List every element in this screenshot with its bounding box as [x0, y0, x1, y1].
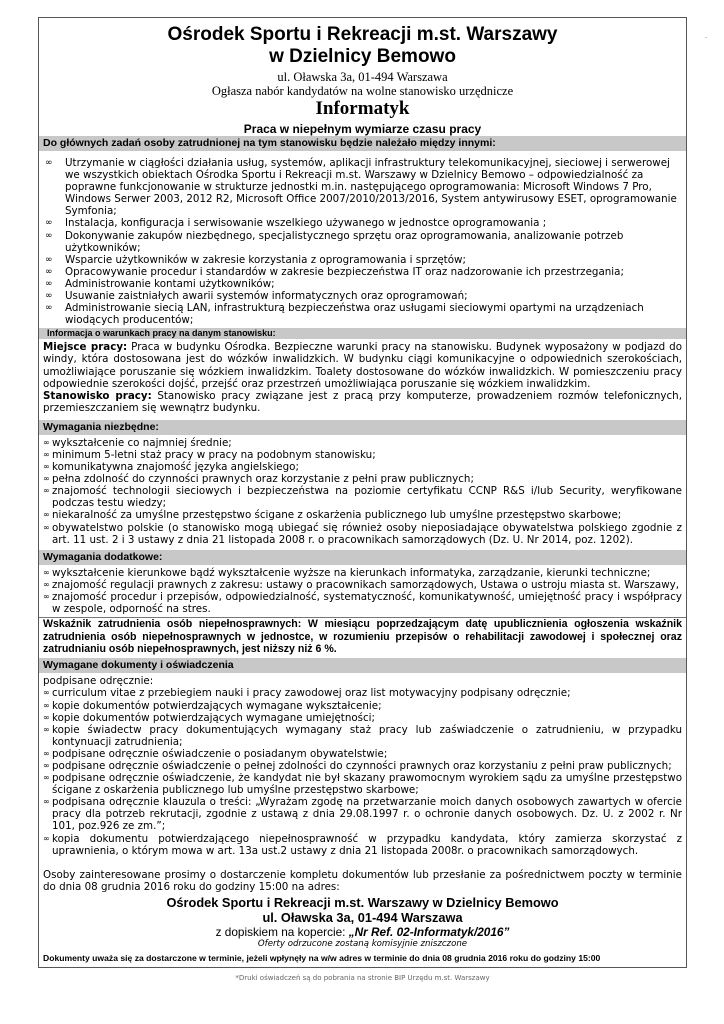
envelope-note [39, 925, 686, 939]
bullet-icon: ∞ [43, 688, 50, 698]
list-item-text: komunikatywna znajomość języka angielskiego; [52, 461, 299, 474]
required-list [43, 437, 682, 546]
bullet-icon: ∞ [43, 522, 50, 532]
list-item-text: znajomość technologii sieciowych i bezpieczeństwa na poziomie certyfikatu CCNP R&S i/lub Security, weryfikowane podczas testu wiedzy; [52, 485, 682, 510]
announcement-document [38, 17, 687, 982]
list-item [43, 833, 682, 857]
list-item-text: wykształcenie kierunkowe bądź wykształcenie wyższe na kierunkach informatyka, zarządzanie, kierunki techniczne; [52, 566, 651, 579]
organization-subtitle: w Dzielnicy Bemowo [269, 46, 456, 67]
list-item-text: kopia dokumentu potwierdzającego niepełnosprawność w przypadku kandydata, który zamierza skorzystać z uprawnienia, o którym mowa w art. 13a ust.2 ustawy z dnia 21 listopada 2008r. o pracownikach samorządowych. [52, 832, 682, 857]
list-item-text: znajomość procedur i przepisów, odpowiedzialność, systematyczność, komunikatywność, umiejętność pracy i współpracy w zespole, odporność na stres. [52, 590, 682, 615]
list-item-text: Dokonywanie zakupów niezbędnego, specjalistycznego sprzętu oraz oprogramowania, analizowanie potrzeb użytkowników; [65, 229, 624, 254]
bullet-icon: ∞ [45, 266, 53, 277]
list-item [43, 712, 682, 724]
list-item [43, 266, 682, 278]
list-item-text: podpisane odręcznie oświadczenie o posiadanym obywatelstwie; [52, 747, 388, 760]
list-item [43, 700, 682, 712]
offers-destroyed-note: Oferty odrzucone zostaną komisyjnie zniszczone [257, 938, 468, 949]
bullet-icon: ∞ [43, 567, 50, 577]
closing-section [39, 859, 686, 895]
additional-heading: Wymagania dodatkowe: [39, 550, 686, 565]
required-heading: Wymagania niezbędne: [39, 420, 686, 435]
list-item-text: Instalacja, konfiguracja i serwisowanie wszelkiego używanego w jednostce oprogramowania ; [65, 217, 547, 230]
closing-address: ul. Oławska 3a, 01-494 Warszawa [262, 909, 463, 925]
list-item-text: Administrowanie siecią LAN, infrastrukturą bezpieczeństwa oraz usługami sieciowymi opartymi na urządzeniach wiodących producentów; [65, 302, 644, 327]
list-item [43, 437, 682, 449]
list-item [43, 302, 682, 326]
workstation-paragraph [43, 390, 682, 414]
required-section [39, 435, 686, 548]
list-item [43, 230, 682, 254]
list-item [43, 579, 682, 591]
list-item [43, 217, 682, 229]
tasks-list [43, 157, 682, 326]
list-item-text: podpisana odręcznie klauzula o treści: „Wyrażam zgodę na przetwarzanie moich danych osobowych zawartych w ofercie pracy dla potrzeb rekrutacji, zgodnie z ustawą z dnia 29.08.1997 r. o ochronie danych osobowych. Dz. U. z 2002 r. Nr 101, poz.926 ze zm.”; [52, 796, 682, 833]
list-item-text: kopie świadectw pracy dokumentujących wymagany staż pracy lub zaświadczenie o zatrudnieniu, w przypadku kontynuacji zatrudnienia; [52, 723, 682, 748]
list-item [43, 772, 682, 796]
delivery-deadline-note: Dokumenty uważa się za dostarczone w terminie, jeżeli wpłynęły na w/w adres w terminie do dnia 08 grudnia 2016 roku do godziny 15:00 [43, 952, 601, 963]
bullet-icon: ∞ [43, 449, 50, 459]
list-item-text: podpisane odręcznie oświadczenie, że kandydat nie był skazany prawomocnym wyrokiem sądu za umyślne przestępstwo ścigane z oskarżenia publicznego lub umyślne przestępstwo skarbowe; [52, 772, 682, 797]
envelope-reference: „Nr Ref. 02-Informatyk/2016” [348, 924, 510, 939]
closing-organization: Ośrodek Sportu i Rekreacji m.st. Warszawy w Dzielnicy Bemowo [166, 894, 559, 910]
organization-address: ul. Oławska 3a, 01-494 Warszawa [277, 70, 448, 84]
list-item-text: wykształcenie co najmniej średnie; [52, 436, 232, 449]
tasks-section [39, 151, 686, 328]
list-item-text: Usuwanie zaistniałych awarii systemów informatycznych oraz oprogramowań; [65, 290, 468, 303]
documents-list [43, 687, 682, 856]
list-item-text: Utrzymanie w ciągłości działania usług, systemów, aplikacji infrastruktury telekomunikacyjnej, sieciowej i serwerowej we wszystkich obiektach Ośrodka Sportu i Rekreacji m.st. Warszawy w Dzielnicy Bemowo – odpowiedzialność za poprawne funkcjonowanie w strukturze jednostki m.in. następującego oprogramowania: Microsoft Windows 7 Pro, Windows Serwer 2003, 2012 R2, Microsoft Office 2007/2010/2013/2016, System antywirusowy ESET, oprogramowanie Symfonia; [65, 157, 677, 218]
bullet-icon: ∞ [43, 579, 50, 589]
bullet-icon: ∞ [43, 833, 50, 843]
document-header [39, 24, 686, 136]
documents-section [39, 673, 686, 858]
list-item-text: Wsparcie użytkowników w zakresie korzystania z oprogramowania i sprzętów; [65, 253, 466, 266]
list-item-text: podpisane odręcznie oświadczenie o pełnej zdolności do czynności prawnych oraz korzystaniu z pełni praw publicznych; [52, 759, 672, 772]
bullet-icon: ∞ [43, 748, 50, 758]
list-item [43, 567, 682, 579]
bullet-icon: ∞ [45, 158, 53, 168]
documents-intro: podpisane odręcznie: [43, 675, 154, 688]
bullet-icon: ∞ [43, 474, 50, 484]
bullet-icon: ∞ [43, 760, 50, 770]
position-title: Informatyk [315, 98, 410, 119]
bullet-icon: ∞ [43, 724, 50, 734]
tasks-heading: Do głównych zadań osoby zatrudnionej na tym stanowisku będzie należało między innymi: [39, 136, 686, 151]
list-item [43, 760, 682, 772]
list-item [43, 449, 682, 461]
bullet-icon: ∞ [45, 278, 53, 289]
list-item-text: kopie dokumentów potwierdzających wymagane umiejętności; [52, 711, 376, 724]
bullet-icon: ∞ [43, 462, 50, 472]
list-item [43, 254, 682, 266]
bullet-icon: ∞ [43, 712, 50, 722]
list-item [43, 290, 682, 302]
list-item-text: znajomość regulacji prawnych z zakresu: ustawy o pracownikach samorządowych, Ustawa o ustroju miasta st. Warszawy, [52, 578, 679, 591]
workplace-label: Miejsce pracy: [43, 341, 128, 354]
bullet-icon: ∞ [45, 254, 53, 265]
bullet-icon: ∞ [43, 797, 50, 807]
bullet-icon: ∞ [43, 486, 50, 496]
workplace-paragraph [43, 341, 682, 389]
list-item [43, 748, 682, 760]
conditions-section [39, 339, 686, 416]
closing-text: Osoby zainteresowane prosimy o dostarczenie kompletu dokumentów lub przesłanie za pośrednictwem poczty w terminie do dnia 08 grudnia 2016 roku do godziny 15:00 na adres: [43, 868, 682, 893]
bullet-icon: ∞ [43, 591, 50, 601]
forms-download-note: *Druki oświadczeń są do pobrania na stronie BIP Urzędu m.st. Warszawy [235, 973, 490, 982]
list-item [43, 687, 682, 699]
bullet-icon: ∞ [43, 773, 50, 783]
list-item [43, 724, 682, 748]
list-item [43, 278, 682, 290]
list-item [43, 157, 682, 217]
list-item [43, 485, 682, 509]
workplace-text: Praca w budynku Ośrodka. Bezpieczne warunki pracy na stanowisku. Budynek wyposażony w podjazd do windy, która dostosowana jest do wózków inwalidzkich. W budynku ciągi komunikacyjne o odpowiednich szerokościach, umożliwiające poruszanie się wózkiem inwalidzkim. Toalety dostosowane do wózków inwalidzkich. W pomieszczeniu pracy odpowiednie szerokości dojść, przejść oraz przestrzeń umożliwiająca poruszanie się wózkiem inwalidzkim. [43, 341, 682, 390]
bullet-icon: ∞ [45, 218, 53, 229]
organization-title: Ośrodek Sportu i Rekreacji m.st. Warszawy [167, 24, 558, 45]
documents-heading: Wymagane dokumenty i oświadczenia [39, 658, 686, 673]
margin-dot: · [705, 34, 708, 42]
list-item-text: niekaralność za umyślne przestępstwo ścigane z oskarżenia publicznego lub umyślne przestępstwo skarbowe; [52, 509, 622, 522]
announcement-text: Ogłasza nabór kandydatów na wolne stanowisko urzędnicze [211, 84, 514, 98]
bullet-icon: ∞ [45, 230, 53, 241]
workstation-label: Stanowisko pracy: [43, 389, 152, 402]
bullet-icon: ∞ [45, 291, 53, 302]
work-time: Praca w niepełnym wymiarze czasu pracy [243, 122, 482, 136]
list-item [43, 591, 682, 615]
additional-list [43, 567, 682, 615]
list-item [43, 461, 682, 473]
list-item [43, 796, 682, 832]
list-item-text: curriculum vitae z przebiegiem nauki i pracy zawodowej oraz list motywacyjny podpisany odręcznie; [52, 687, 571, 700]
list-item-text: pełna zdolność do czynności prawnych oraz korzystanie z pełni praw publicznych; [52, 473, 474, 486]
employment-indicator: Wskaźnik zatrudnienia osób niepełnosprawnych: W miesiącu poprzedzającym datę upublicznienia ogłoszenia wskaźnik zatrudnienia osób niepełnosprawnych w jednostce, w rozumieniu przepisów o rehabilitacji zawodowej i społecznej oraz zatrudnianiu osób niepełnosprawnych, jest niższy niż 6 %. [43, 618, 682, 655]
list-item-text: Opracowywanie procedur i standardów w zakresie bezpieczeństwa IT oraz nadzorowanie ich przestrzegania; [65, 265, 624, 278]
envelope-prefix: z dopiskiem na kopercie: [215, 924, 349, 939]
list-item-text: minimum 5-letni staż pracy w pracy na podobnym stanowisku; [52, 448, 376, 461]
bullet-icon: ∞ [45, 303, 53, 314]
bullet-icon: ∞ [43, 510, 50, 520]
list-item-text: Administrowanie kontami użytkowników; [65, 277, 275, 290]
workstation-text: Stanowisko pracy związane jest z pracą przy komputerze, prowadzeniem rozmów telefonicznych, przemieszczaniem się wewnątrz budynku. [43, 389, 682, 414]
bullet-icon: ∞ [43, 700, 50, 710]
list-item [43, 522, 682, 546]
additional-section [39, 565, 686, 617]
list-item-text: kopie dokumentów potwierdzających wymagane wykształcenie; [52, 699, 382, 712]
conditions-heading: Informacja o warunkach pracy na danym stanowisku: [39, 328, 686, 339]
list-item-text: obywatelstwo polskie (o stanowisko mogą ubiegać się również osoby nieposiadające obywatelstwa polskiego zgodnie z art. 11 ust. 2 i 3 ustawy z dnia 21 listopada 2008 r. o pracownikach samorządowych (Dz. U. Nr 2014, poz. 1202). [52, 521, 682, 546]
bullet-icon: ∞ [43, 437, 50, 447]
list-item [43, 509, 682, 521]
list-item [43, 473, 682, 485]
